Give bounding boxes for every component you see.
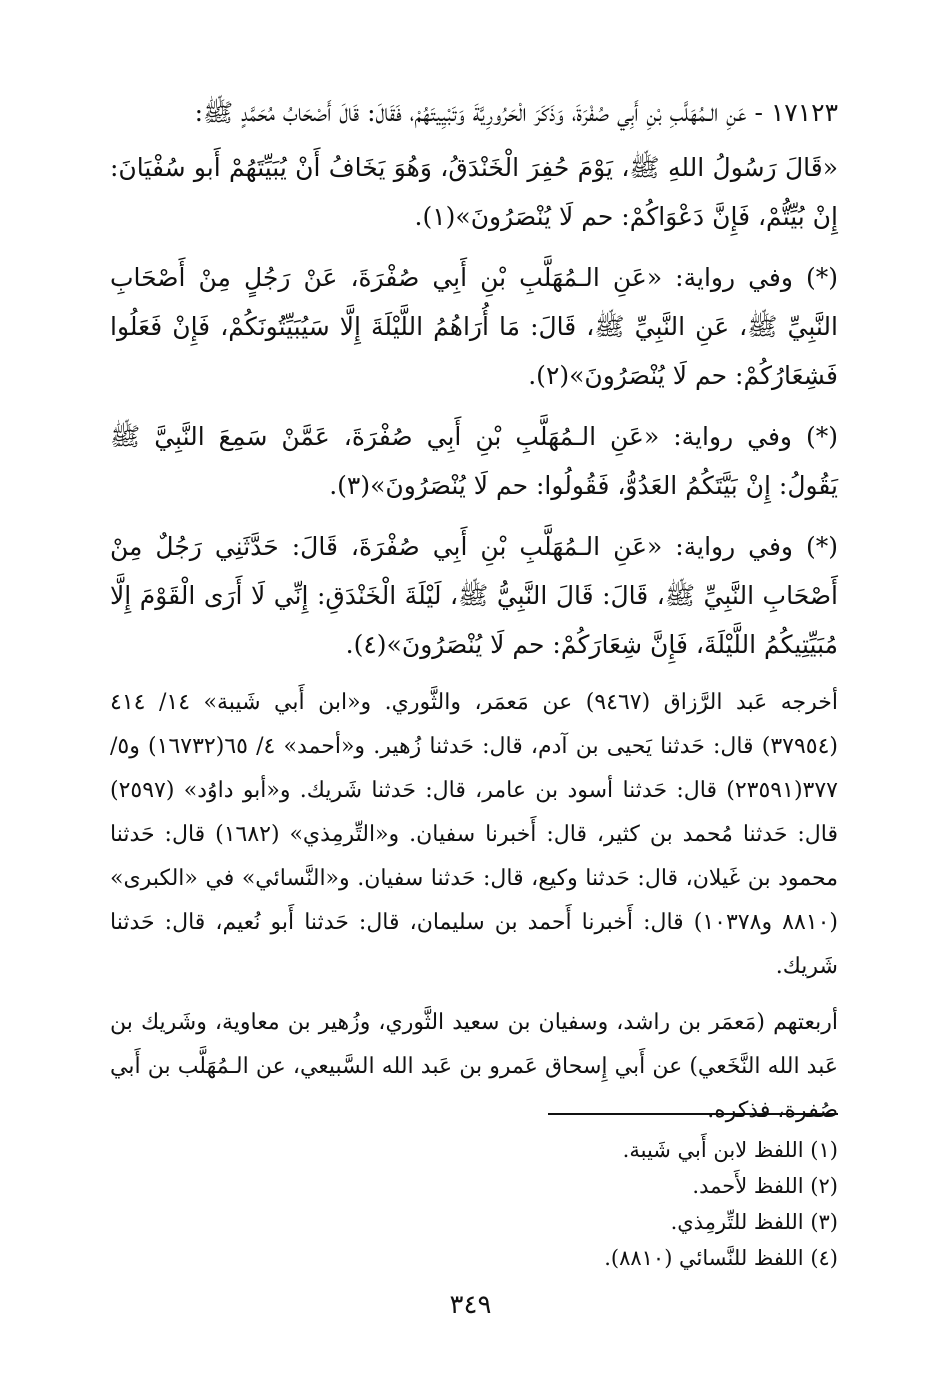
variant-narration-3: (*) وفي رواية: «عَنِ الـمُهَلَّبِ بْنِ أَبِي صُفْرَةَ، قَالَ: حَدَّثَنِي رَجُلٌ مِنْ أَصْحَابِ النَّبِيِّ ﷺ، قَالَ: قَالَ النَّبِيُّ ﷺ، لَيْلَةَ الْخَنْدَقِ: إِنِّي لَا أَرَى الْقَوْمَ إِلَّا مُبَيِّتِيكُمُ اللَّيْلَةَ، فَإِنَّ شِعَارَكُمْ: حم لَا يُنْصَرُونَ»(٤). [110,532,838,659]
footnote-separator [548,1113,838,1115]
narrators-paragraph: أربعتهم (مَعمَر بن راشد، وسفيان بن سعيد الثَّوري، وزُهير بن معاوية، وشَريك بن عَبد الله النَّخَعي) عن أَبي إِسحاق عَمرو بن عَبد الله السَّبيعي، عن الـمُهَلَّب بن أَبي صُفرة، فذكره. [110,1010,838,1123]
footnote-1: (١) اللفظ لابن أَبي شَيبة. [622,1138,838,1162]
main-text [110,88,838,1145]
page-number: ٣٤٩ [449,1290,492,1320]
footnotes [110,1132,838,1276]
takhrij-paragraph: أخرجه عَبد الرَّزاق (٩٤٦٧) عن مَعمَر، والثَّوري. و«ابن أَبي شَيبة» ١٤/ ٤١٤ (٣٧٩٥٤) قال: حَدثنا يَحيى بن آدم، قال: حَدثنا زُهير. و«أحمد» ٤/ ٦٥(١٦٧٣٢) و٥/ ٣٧٧(٢٣٥٩١) قال: حَدثنا أسود بن عامر، قال: حَدثنا شَريك. و«أبو داوُد» (٢٥٩٧) قال: حَدثنا مُحمد بن كثير، قال: أَخبرنا سفيان. و«التِّرمِذي» (١٦٨٢) قال: حَدثنا محمود بن غَيلان، قال: حَدثنا وكيع، قال: حَدثنا سفيان. و«النَّسائي» في «الكبرى» (٨٨١٠ و١٠٣٧٨) قال: أَخبرنا أَحمد بن سليمان، قال: حَدثنا أَبو نُعيم، قال: حَدثنا شَريك. [110,690,839,979]
hadith-text-paragraph: «قَالَ رَسُولُ اللهِ ﷺ، يَوْمَ حُفِرَ الْخَنْدَقُ، وَهُوَ يَخَافُ أَنْ يُبَيِّتَهُمْ أَبو سُفْيَانَ: إِنْ بُيِّتُّمْ، فَإِنَّ دَعْوَاكُمْ: حم لَا يُنْصَرُونَ»(١). [110,153,838,231]
variant-narration-1: (*) وفي رواية: «عَنِ الـمُهَلَّبِ بْنِ أَبِي صُفْرَةَ، عَنْ رَجُلٍ مِنْ أَصْحَابِ النَّبِيِّ ﷺ، عَنِ النَّبِيِّ ﷺ، قَالَ: مَا أُرَاهُمُ اللَّيْلَةَ إِلَّا سَيُبَيِّتُونَكُمْ، فَإِنْ فَعَلُوا فَشِعَارُكُمْ: حم لَا يُنْصَرُونَ»(٢). [110,263,838,390]
footnote-3: (٣) اللفظ للتِّرمِذي. [670,1210,838,1234]
hadith-heading-paragraph: ١٧١٢٣ - عَنِ الـمُهَلَّبِ بْنِ أَبِي صُفْرَةَ، وَذَكَرَ الْحَرُورِيَّةَ وَتَبْيِيتَهُمْ، فَقَالَ: قَالَ أَصْحَابُ مُحَمَّدٍ ﷺ: [194,98,838,127]
footnote-2: (٢) اللفظ لأَحمد. [692,1174,838,1198]
variant-narration-2: (*) وفي رواية: «عَنِ الـمُهَلَّبِ بْنِ أَبِي صُفْرَةَ، عَمَّنْ سَمِعَ النَّبِيَّ ﷺ يَقُولُ: إِنْ بَيَّتَكُمُ العَدُوُّ، فَقُولُوا: حم لَا يُنْصَرُونَ»(٣). [110,422,838,500]
footnote-4: (٤) اللفظ للنَّسائي (٨٨١٠). [604,1246,838,1270]
